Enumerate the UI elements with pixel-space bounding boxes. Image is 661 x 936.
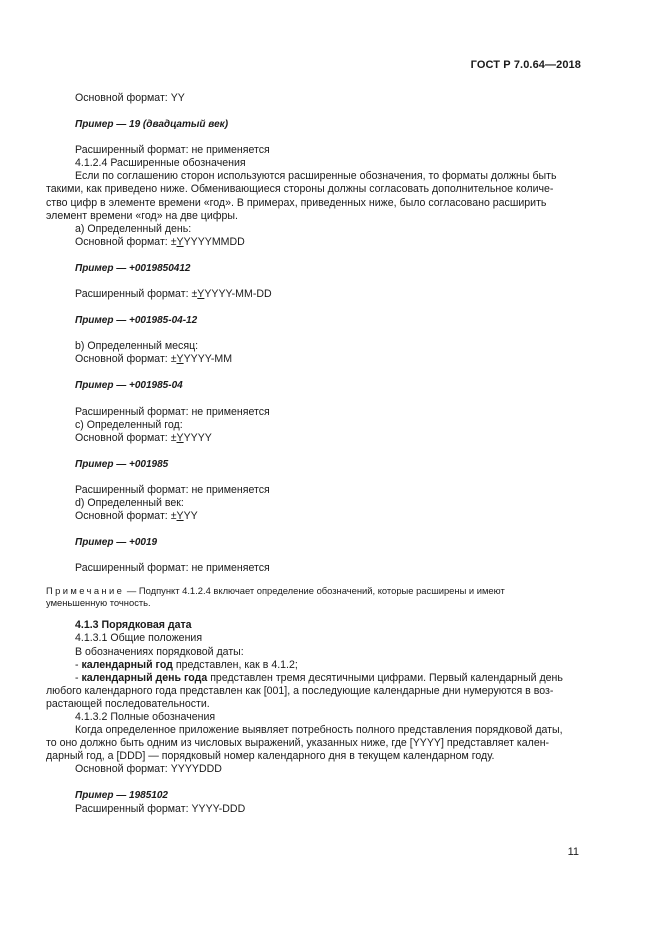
section-heading: 4.1.3.1 Общие положения	[75, 632, 203, 645]
extended-format-line: Расширенный формат: не применяется	[75, 562, 270, 575]
note: Примечание — Подпункт 4.1.2.4 включает определение обозначений, которые расширены и имеют	[46, 585, 505, 597]
document-body	[46, 92, 583, 816]
example-line: Пример — +001985-04	[75, 380, 183, 392]
subsection-heading: 4.1.3 Порядковая дата	[75, 619, 192, 632]
paragraph-line: любого календарного года представлен как [001], а последующие календарные дни нумеруются в воз-	[46, 684, 554, 697]
list-item: d) Определенный век:	[75, 496, 184, 509]
paragraph-line: то оно должно быть одним из числовых выражений, указанных ниже, где [YYYY] представляет кален-	[46, 737, 550, 750]
note-continuation: уменьшенную точность.	[46, 597, 151, 609]
paragraph-line: В обозначениях порядковой даты:	[75, 645, 244, 658]
paragraph-line: такими, как приведено ниже. Обменивающиеся стороны должны согласовать дополнительное количе-	[46, 183, 554, 196]
paragraph-line: Когда определенное приложение выявляет потребность полного представления порядковой даты,	[75, 724, 563, 737]
extended-format-line: Расширенный формат: YYYY-DDD	[75, 802, 246, 815]
basic-format-line: Основной формат: YY	[75, 92, 185, 104]
extended-format-line: Расширенный формат: не применяется	[75, 483, 270, 496]
section-heading: 4.1.3.2 Полные обозначения	[75, 711, 216, 723]
note-label: Примечание	[46, 585, 125, 597]
standard-header: ГОСТ Р 7.0.64—2018	[470, 59, 581, 71]
basic-format-line: Основной формат: ±YYYYY	[75, 431, 212, 444]
list-item: - календарный год представлен, как в 4.1.2;	[75, 658, 298, 671]
list-item: c) Определенный год:	[75, 418, 183, 431]
extended-format-line: Расширенный формат: ±YYYYY-MM-DD	[75, 288, 272, 301]
paragraph-line: элемент времени «год» на две цифры.	[46, 209, 238, 222]
paragraph-line: дарный год, а [DDD] — порядковый номер календарного дня в текущем календарном году.	[46, 750, 495, 763]
section-heading: 4.1.2.4 Расширенные обозначения	[75, 157, 246, 170]
basic-format-line: Основной формат: ±YYY	[75, 510, 198, 523]
basic-format-line: Основной формат: ±YYYYY-MM	[75, 353, 233, 366]
example-line: Пример — +001985-04-12	[75, 315, 198, 327]
paragraph-line: растающей последовательности.	[46, 697, 210, 710]
extended-format-line: Расширенный формат: не применяется	[75, 144, 270, 157]
example-line: Пример — 19 (двадцатый век)	[75, 119, 229, 131]
list-item: b) Определенный месяц:	[75, 340, 199, 353]
example-line: Пример — +0019850412	[75, 262, 191, 274]
extended-format-line: Расширенный формат: не применяется	[75, 405, 270, 418]
paragraph-line: ство цифр в элементе времени «год». В примерах, приведенных ниже, было согласовано расширить	[46, 196, 547, 209]
example-line: Пример — +001985	[75, 458, 169, 470]
example-line: Пример — 1985102	[75, 790, 168, 802]
basic-format-line: Основной формат: ±YYYYYMMDD	[75, 235, 245, 248]
page-number: 11	[567, 846, 579, 858]
paragraph-line: Если по соглашению сторон используются расширенные обозначения, то форматы должны быть	[75, 170, 557, 183]
list-item: а) Определенный день:	[75, 222, 192, 235]
list-item: - календарный день года представлен тремя десятичными цифрами. Первый календарный день	[75, 671, 563, 684]
example-line: Пример — +0019	[75, 537, 158, 549]
basic-format-line: Основной формат: YYYYDDD	[75, 763, 222, 776]
